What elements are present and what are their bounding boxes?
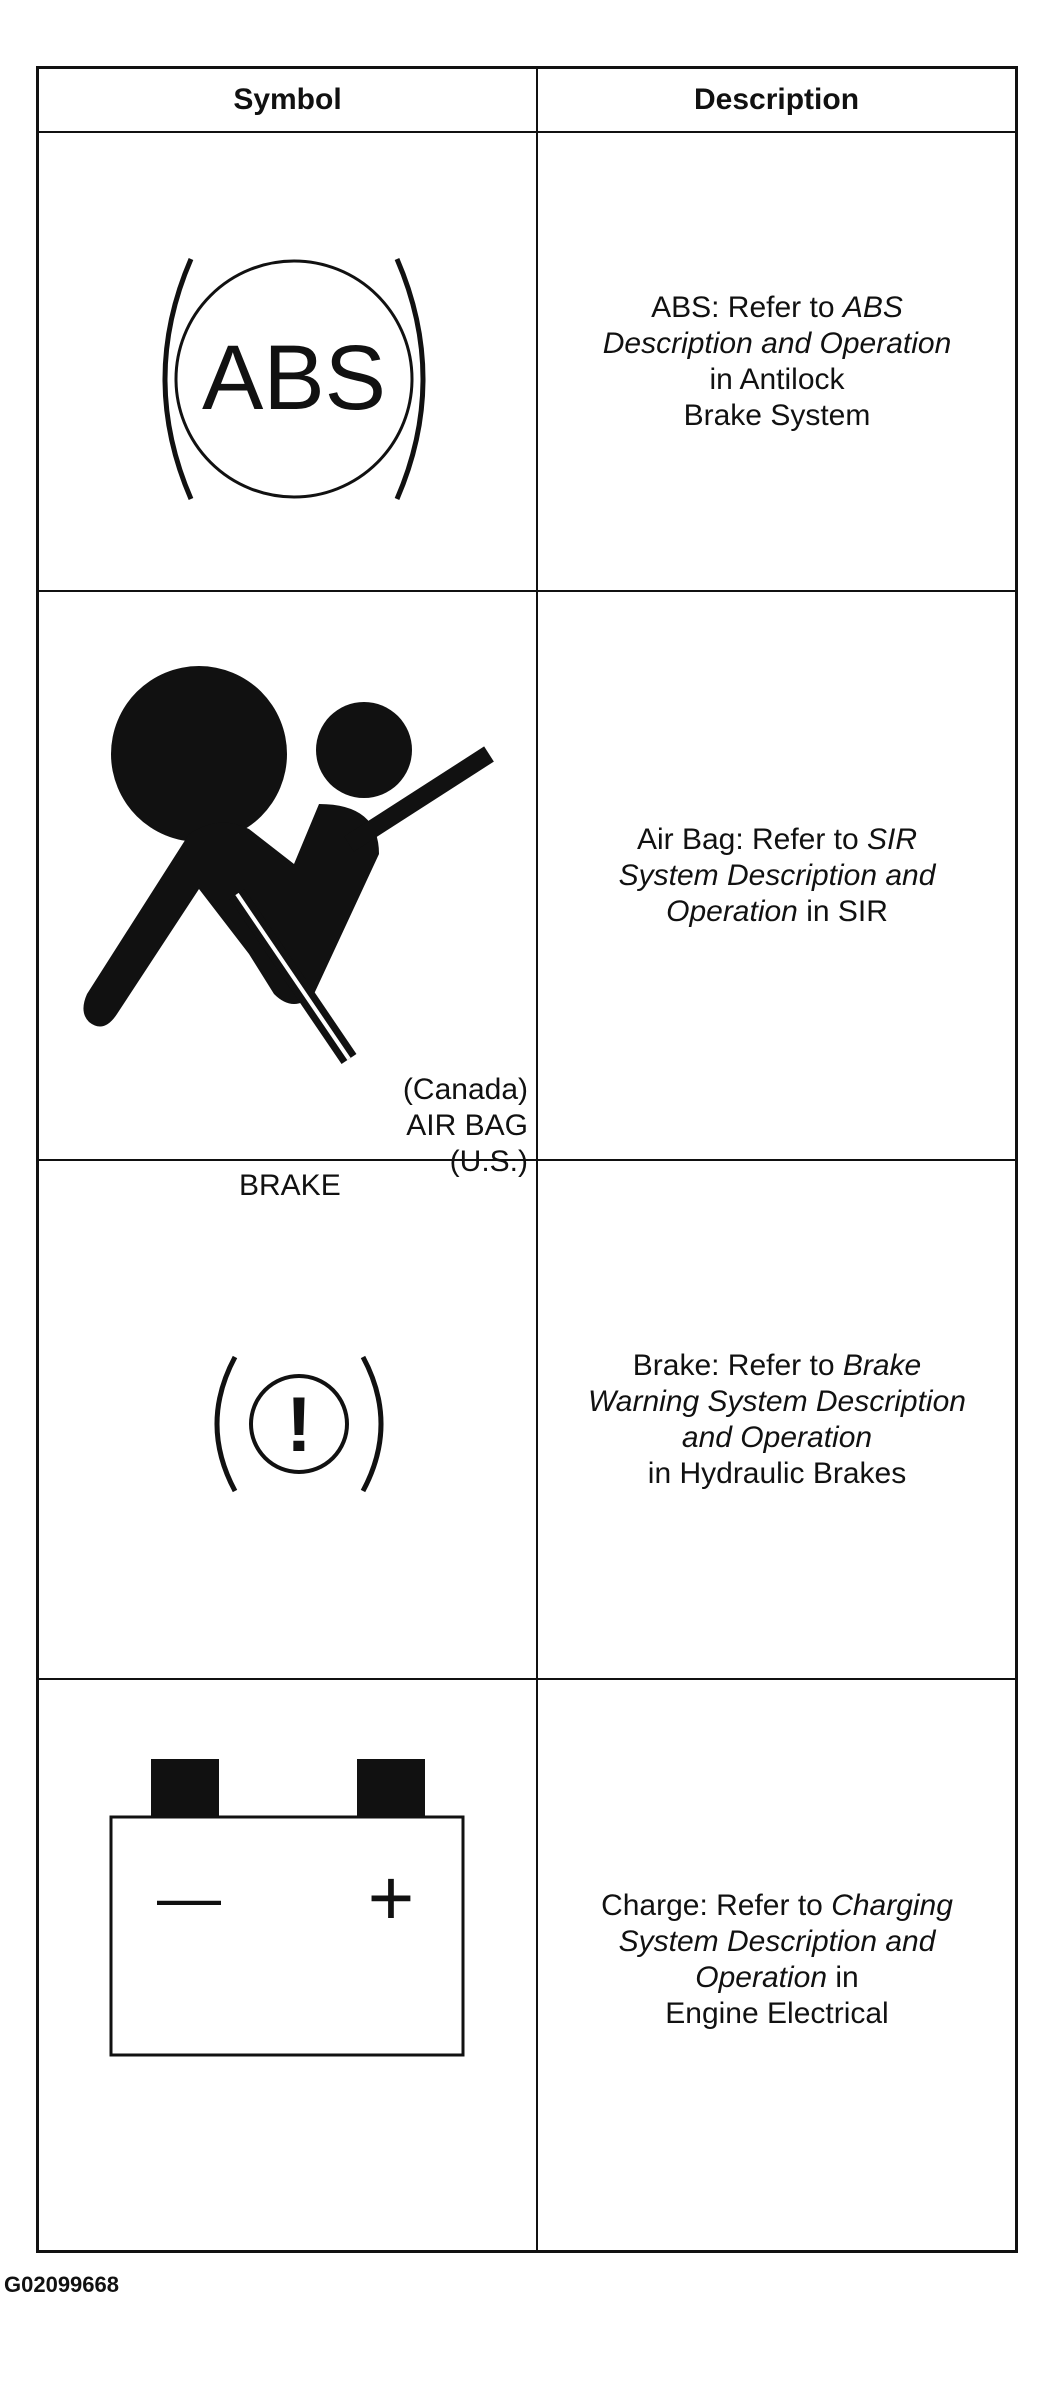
abs-description: ABS: Refer to ABS Description and Operation in Antilock Brake System <box>602 290 952 432</box>
battery-charge-icon <box>109 1759 469 2059</box>
brake-exclamation: ! <box>286 1380 312 1468</box>
description-column-header: Description <box>693 83 860 116</box>
brake-description: Brake: Refer to Brake Warning System Description and Operation in Hydraulic Brakes <box>588 1348 966 1490</box>
charge-description: Charge: Refer to Charging System Description and Operation in Engine Electrical <box>601 1889 953 2030</box>
warning-symbols-table <box>36 66 1018 2253</box>
airbag-label-canada: (Canada) <box>402 1073 528 1106</box>
airbag-label-us: AIR BAG <box>406 1109 528 1142</box>
symbol-column-header: Symbol <box>233 83 342 116</box>
battery-plus: + <box>367 1853 415 1942</box>
battery-minus: — <box>157 1861 221 1933</box>
brake-warning-icon <box>199 1349 399 1499</box>
airbag-description: Air Bag: Refer to SIR System Description and Operation in SIR <box>618 822 936 928</box>
brake-top-label: BRAKE <box>239 1169 341 1202</box>
abs-warning-icon <box>139 239 449 519</box>
abs-symbol-text: ABS <box>201 327 387 429</box>
airbag-icon <box>79 654 529 1074</box>
figure-id: G02099668 <box>4 2272 119 2297</box>
airbag-label-us-sub: (U.S.) <box>449 1145 528 1178</box>
